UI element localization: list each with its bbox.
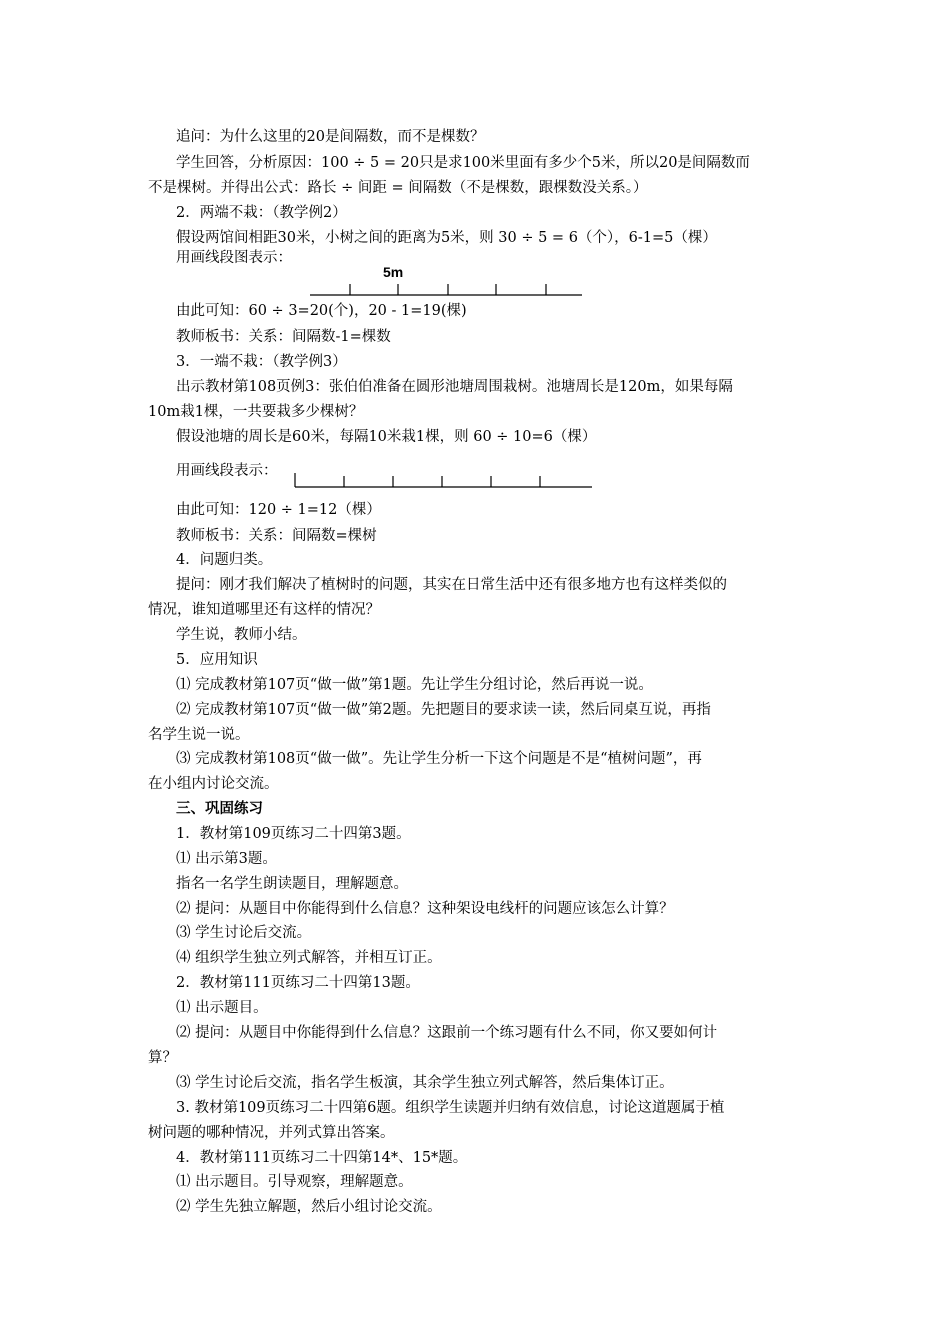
text-line: 1．教材第109页练习二十四第3题。: [176, 826, 411, 842]
text-line: 假设两馆间相距30米，小树之间的距离为5米，则 30 ÷ 5 = 6（个），6-1=5（棵）: [176, 230, 717, 246]
text-line: ⑴ 出示题目。: [176, 1000, 268, 1016]
text-line: 学生回答，分析原因：100 ÷ 5 = 20只是求100米里面有多少个5米，所以20是间隔数而: [176, 155, 750, 171]
text-line: 追问：为什么这里的20是间隔数，而不是棵数？: [176, 129, 485, 145]
text-line: ⑴ 出示题目。引导观察，理解题意。: [176, 1174, 413, 1190]
text-line: ⑴ 出示第3题。: [176, 851, 277, 867]
text-line: 指名一名学生朗读题目，理解题意。: [176, 876, 408, 892]
line-segment-diagram-one-end: [292, 470, 597, 492]
text-line: 教师板书：关系：间隔数-1=棵数: [176, 329, 391, 345]
text-line: ⑴ 完成教材第107页“做一做”第1题。先让学生分组讨论，然后再说一说。: [176, 677, 653, 693]
text-line: ⑵ 学生先独立解题，然后小组讨论交流。: [176, 1199, 442, 1215]
text-line: ⑶ 学生讨论后交流，指名学生板演，其余学生独立列式解答，然后集体订正。: [176, 1075, 674, 1091]
text-line: 由此可知：60 ÷ 3=20(个)，20 - 1=19(棵): [176, 303, 467, 319]
text-line: 不是棵树。并得出公式：路长 ÷ 间距 = 间隔数（不是棵数，跟棵数没关系。）: [148, 180, 648, 196]
text-line: 2．教材第111页练习二十四第13题。: [176, 975, 420, 991]
text-line: 教师板书：关系：间隔数=棵树: [176, 528, 377, 544]
text-line: ⑶ 学生讨论后交流。: [176, 925, 312, 941]
text-line: 5．应用知识: [176, 652, 258, 668]
text-line: 3. 教材第109页练习二十四第6题。组织学生读题并归纳有效信息，讨论这道题属于植: [176, 1100, 725, 1116]
text-line: 4．教材第111页练习二十四第14*、15*题。: [176, 1150, 468, 1166]
text-line: 3．一端不栽：（教学例3）: [176, 354, 347, 370]
text-line: 由此可知：120 ÷ 1=12（棵）: [176, 502, 381, 518]
text-line: 2．两端不栽：（教学例2）: [176, 205, 347, 221]
text-line: ⑵ 提问：从题目中你能得到什么信息？这跟前一个练习题有什么不同，你又要如何计: [176, 1025, 718, 1041]
segment-scale-label: 5m: [383, 264, 404, 280]
text-line: 算？: [148, 1050, 177, 1066]
text-line: 树问题的哪种情况，并列式算出答案。: [148, 1125, 395, 1141]
line-segment-diagram-two-ends: [310, 280, 590, 300]
text-line: ⑵ 完成教材第107页“做一做”第2题。先把题目的要求读一读，然后同桌互说，再指: [176, 702, 711, 718]
text-line: 假设池塘的周长是60米，每隔10米栽1棵，则 60 ÷ 10=6（棵）: [176, 429, 597, 445]
text-line: ⑷ 组织学生独立列式解答，并相互订正。: [176, 950, 442, 966]
section-heading: 三、巩固练习: [176, 801, 263, 817]
text-line: ⑵ 提问：从题目中你能得到什么信息？这种架设电线杆的问题应该怎么计算？: [176, 901, 674, 917]
text-line: 用画线段表示：: [176, 463, 278, 479]
text-line: 情况，谁知道哪里还有这样的情况？: [148, 602, 380, 618]
text-line: 用画线段图表示：: [176, 250, 292, 266]
text-line: 10m栽1棵，一共要栽多少棵树？: [148, 404, 364, 420]
text-line: 出示教材第108页例3：张伯伯准备在圆形池塘周围栽树。池塘周长是120m，如果每隔: [176, 379, 733, 395]
text-line: 名学生说一说。: [148, 727, 250, 743]
text-line: 在小组内讨论交流。: [148, 776, 279, 792]
text-line: ⑶ 完成教材第108页“做一做”。先让学生分析一下这个问题是不是“植树问题”，再: [176, 751, 702, 767]
text-line: 4．问题归类。: [176, 552, 273, 568]
text-line: 学生说，教师小结。: [176, 627, 307, 643]
text-line: 提问：刚才我们解决了植树时的问题，其实在日常生活中还有很多地方也有这样类似的: [176, 577, 727, 593]
